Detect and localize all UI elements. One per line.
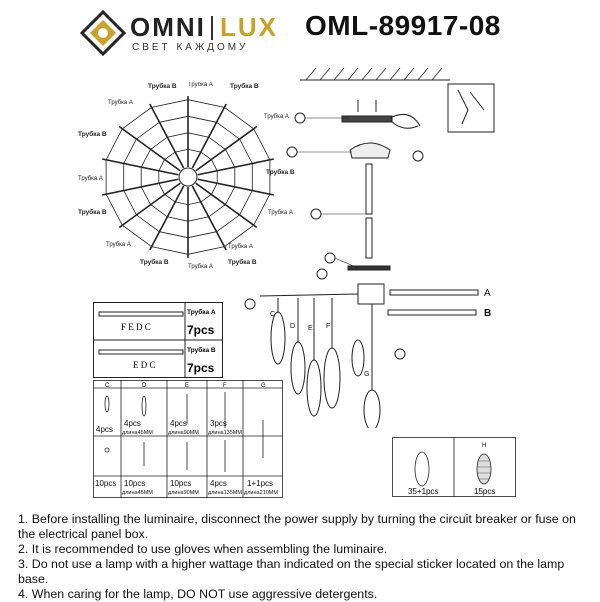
pendant-letter: F xyxy=(326,323,331,330)
top-label: Трубка B xyxy=(230,83,259,90)
callout-circle xyxy=(245,299,255,309)
parts-qty: 1+1pcs xyxy=(247,479,274,488)
top-label: Трубка A xyxy=(78,176,103,182)
pendant-f xyxy=(324,348,340,408)
tube-panel xyxy=(93,302,223,378)
top-label: Трубка A xyxy=(228,244,253,250)
canopy xyxy=(350,143,390,158)
parts-qty: 3pcs xyxy=(210,419,227,428)
top-label: Трубка A xyxy=(106,242,131,248)
parts-box xyxy=(392,437,516,497)
parts-qty: 4pcs xyxy=(96,425,113,434)
brand-tagline: СВЕТ КАЖДОМУ xyxy=(132,42,249,53)
instructions xyxy=(18,512,588,602)
pendant-g xyxy=(364,390,380,428)
callout-circle xyxy=(311,209,321,219)
logo-diamond-icon xyxy=(80,10,126,56)
tube-b-count: 7pcs xyxy=(187,361,215,375)
mounting-bracket xyxy=(342,116,392,122)
pendant-letter: C xyxy=(270,311,276,318)
tube-a-letters: F E D C xyxy=(121,322,151,332)
parts-header: D xyxy=(142,383,147,389)
instruction-4: 4. When caring for the lamp, DO NOT use aggressive detergents. xyxy=(18,587,378,601)
part-c-drawing xyxy=(105,396,109,412)
leader-line xyxy=(335,258,358,268)
stem-upper xyxy=(366,164,372,214)
parts-box-h-label: H xyxy=(482,443,487,449)
arm-left xyxy=(260,294,358,296)
parts-len: длина210MM xyxy=(244,490,278,496)
tube-b-label: Трубка B xyxy=(187,347,216,354)
instruction-3: 3. Do not use a lamp with a higher wattage than indicated on the special sticker located on the lamp base. xyxy=(18,557,565,586)
crystal-glass-icon xyxy=(477,454,491,484)
pendant-c xyxy=(271,312,285,364)
top-label: Трубка B xyxy=(78,131,107,138)
parts-header: E xyxy=(185,383,190,389)
parts-len: длина135MM xyxy=(208,430,242,436)
crystal-count: 15pcs xyxy=(474,487,496,496)
brand-logo xyxy=(80,10,290,56)
oval-glass-icon xyxy=(415,452,429,486)
callout-circle xyxy=(287,147,297,157)
brand-name-lux: LUX xyxy=(220,12,278,42)
parts-len: длина90MM xyxy=(168,490,199,496)
parts-qty: 10pcs xyxy=(124,479,146,488)
parts-table xyxy=(93,380,283,498)
tube-b-arm xyxy=(388,310,476,315)
oval-count: 35+1pcs xyxy=(408,487,439,496)
parts-qty: 10pcs xyxy=(170,479,192,488)
pendant-letter: E xyxy=(308,325,313,332)
top-label: Трубка A xyxy=(108,100,133,106)
part-d-drawing xyxy=(142,396,146,416)
top-label: Трубка B xyxy=(228,259,257,266)
top-label: Трубка B xyxy=(78,209,107,216)
hub-body xyxy=(358,284,384,304)
top-label: Трубка B xyxy=(148,83,177,90)
tube-a-drawing xyxy=(99,312,183,316)
ceiling-hatch xyxy=(306,68,442,80)
pendant-letter: D xyxy=(290,323,296,330)
top-label: Трубка B xyxy=(266,169,295,176)
top-label: Трубка A xyxy=(188,82,213,88)
parts-len: длина45MM xyxy=(122,430,153,436)
parts-len: длина90MM xyxy=(168,430,199,436)
connector-detail xyxy=(448,84,494,132)
callout-circle xyxy=(295,113,305,123)
top-label: Трубка A xyxy=(188,264,213,270)
row-letter-b: B xyxy=(484,308,492,319)
top-label: Трубка B xyxy=(140,259,169,266)
parts-header: C xyxy=(105,383,110,389)
stem-lower xyxy=(366,218,372,258)
parts-qty: 4pcs xyxy=(124,419,141,428)
pendant-e xyxy=(307,360,321,416)
parts-len: длина135MM xyxy=(208,490,242,496)
tube-a-count: 7pcs xyxy=(187,323,215,337)
side-view-diagram xyxy=(240,58,600,428)
callout-circle xyxy=(413,151,423,161)
callout-circle xyxy=(395,349,405,359)
top-label: Трубка A xyxy=(268,210,293,216)
row-letter-a: A xyxy=(484,288,491,299)
parts-len: длина45MM xyxy=(122,490,153,496)
pendant-small xyxy=(352,340,364,376)
brand-separator xyxy=(211,16,213,40)
parts-header: F xyxy=(223,383,227,389)
callout-circle xyxy=(317,269,327,279)
parts-qty: 4pcs xyxy=(210,479,227,488)
parts-header: G xyxy=(261,383,266,389)
instruction-2: 2. It is recommended to use gloves when assembling the luminaire. xyxy=(18,542,388,556)
pendant-letter: G xyxy=(364,371,370,378)
parts-qty: 10pcs xyxy=(95,479,117,488)
wires xyxy=(390,114,420,128)
tube-b-letters: E D C xyxy=(133,360,156,370)
model-number: OML-89917-08 xyxy=(305,10,501,41)
brand-name-omni: OMNI xyxy=(130,12,206,42)
top-label: Трубка A xyxy=(264,114,289,120)
instruction-1: 1. Before installing the luminaire, disconnect the power supply by turning the circuit breaker or fuse on the electrical panel box. xyxy=(18,512,576,541)
tube-a-arm xyxy=(390,290,478,295)
part-c2-drawing xyxy=(105,448,109,452)
parts-qty: 4pcs xyxy=(170,419,187,428)
tube-b-drawing xyxy=(99,350,183,354)
top-view-hub xyxy=(179,168,197,186)
tube-a-label: Трубка A xyxy=(187,309,216,316)
callout-circle xyxy=(325,253,335,263)
pendant-d xyxy=(291,342,305,394)
